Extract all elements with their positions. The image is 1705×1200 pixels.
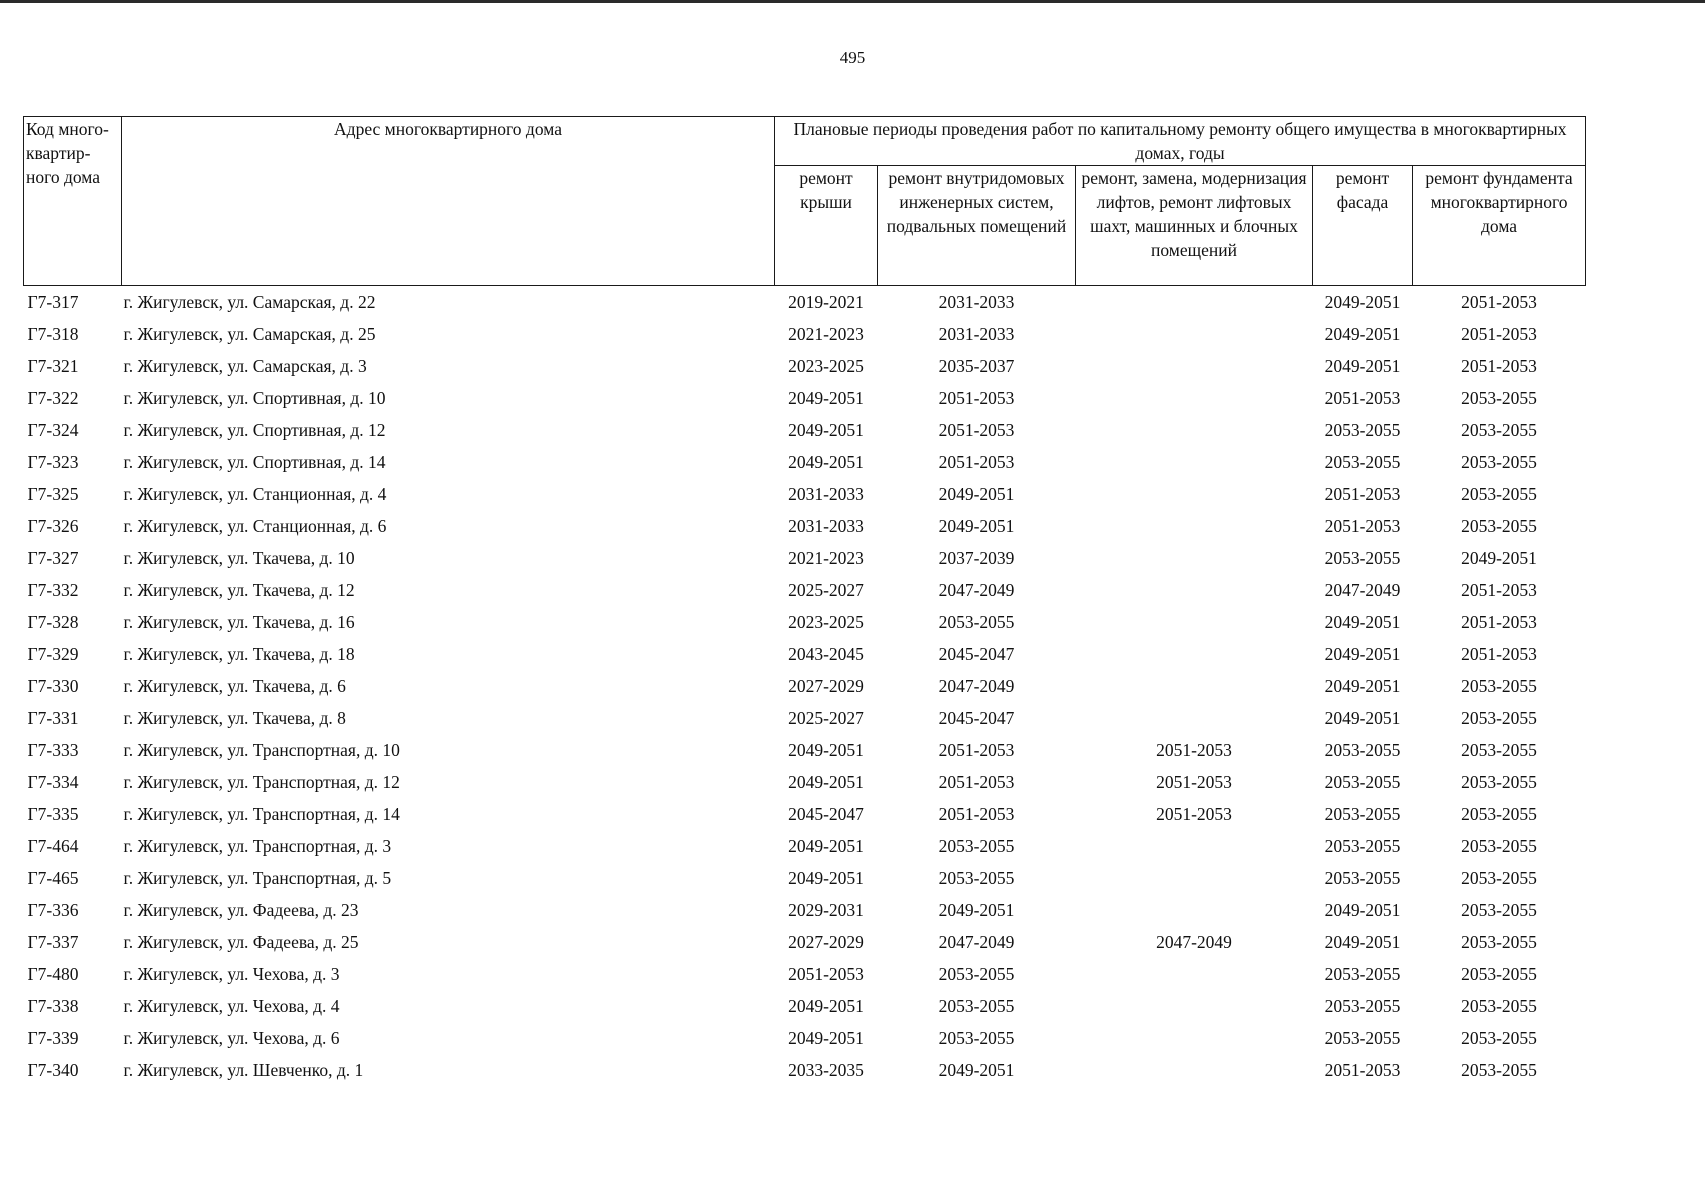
cell-engineering-systems-repair: 2049-2051 xyxy=(938,515,1015,536)
table-row xyxy=(24,318,1586,350)
cell-lift-repair: 2051-2053 xyxy=(1156,803,1232,824)
cell-lift-repair xyxy=(1076,862,1313,894)
table-row xyxy=(24,510,1586,542)
cell-roof-repair: 2023-2025 xyxy=(788,355,864,376)
cell-house-code: Г7-318 xyxy=(27,323,79,344)
cell-roof-repair: 2049-2051 xyxy=(788,835,864,856)
cell-facade-repair: 2053-2055 xyxy=(1324,419,1401,440)
cell-facade-repair: 2053-2055 xyxy=(1324,547,1401,568)
cell-roof-repair: 2021-2023 xyxy=(788,547,864,568)
table-row xyxy=(24,990,1586,1022)
cell-address: г. Жигулевск, ул. Ткачева, д. 8 xyxy=(123,707,346,728)
cell-roof-repair: 2033-2035 xyxy=(788,1059,864,1080)
table-row xyxy=(24,862,1586,894)
cell-address: г. Жигулевск, ул. Самарская, д. 25 xyxy=(123,323,376,344)
cell-engineering-systems-repair: 2051-2053 xyxy=(938,771,1015,792)
cell-lift-repair xyxy=(1076,574,1313,606)
header-lift-repair: ремонт, замена, модернизация лифтов, ремонт лифтовых шахт, машинных и блочных помещений xyxy=(1076,166,1313,286)
cell-engineering-systems-repair: 2051-2053 xyxy=(938,739,1015,760)
cell-address: г. Жигулевск, ул. Станционная, д. 4 xyxy=(123,483,387,504)
cell-foundation-repair: 2053-2055 xyxy=(1461,675,1537,696)
cell-foundation-repair: 2053-2055 xyxy=(1461,803,1537,824)
cell-roof-repair: 2027-2029 xyxy=(788,675,864,696)
cell-engineering-systems-repair: 2051-2053 xyxy=(938,803,1015,824)
cell-address: г. Жигулевск, ул. Ткачева, д. 6 xyxy=(123,675,346,696)
cell-roof-repair: 2049-2051 xyxy=(788,739,864,760)
table-row xyxy=(24,638,1586,670)
table-row xyxy=(24,1022,1586,1054)
table-row xyxy=(24,798,1586,830)
cell-engineering-systems-repair: 2049-2051 xyxy=(938,483,1015,504)
cell-address: г. Жигулевск, ул. Самарская, д. 3 xyxy=(123,355,367,376)
cell-house-code: Г7-326 xyxy=(27,515,79,536)
cell-lift-repair xyxy=(1076,1054,1313,1086)
cell-address: г. Жигулевск, ул. Ткачева, д. 10 xyxy=(123,547,355,568)
cell-house-code: Г7-464 xyxy=(27,835,79,856)
page-number: 495 xyxy=(839,48,866,67)
cell-facade-repair: 2049-2051 xyxy=(1324,675,1401,696)
cell-facade-repair: 2053-2055 xyxy=(1324,803,1401,824)
table-row xyxy=(24,926,1586,958)
cell-house-code: Г7-331 xyxy=(27,707,79,728)
cell-roof-repair: 2049-2051 xyxy=(788,1027,864,1048)
cell-foundation-repair: 2051-2053 xyxy=(1461,323,1537,344)
header-house-code: Код много-квартир-ного дома xyxy=(24,117,122,286)
cell-lift-repair: 2051-2053 xyxy=(1156,739,1232,760)
cell-foundation-repair: 2053-2055 xyxy=(1461,387,1537,408)
cell-facade-repair: 2051-2053 xyxy=(1324,1059,1401,1080)
cell-address: г. Жигулевск, ул. Чехова, д. 4 xyxy=(123,995,340,1016)
cell-lift-repair xyxy=(1076,990,1313,1022)
table-row xyxy=(24,670,1586,702)
cell-facade-repair: 2053-2055 xyxy=(1324,771,1401,792)
cell-engineering-systems-repair: 2047-2049 xyxy=(938,675,1015,696)
cell-lift-repair xyxy=(1076,1022,1313,1054)
cell-lift-repair xyxy=(1076,958,1313,990)
cell-foundation-repair: 2053-2055 xyxy=(1461,995,1537,1016)
cell-engineering-systems-repair: 2035-2037 xyxy=(938,355,1015,376)
cell-address: г. Жигулевск, ул. Самарская, д. 22 xyxy=(123,291,376,312)
cell-house-code: Г7-335 xyxy=(27,803,79,824)
cell-foundation-repair: 2053-2055 xyxy=(1461,931,1537,952)
cell-engineering-systems-repair: 2053-2055 xyxy=(938,1027,1015,1048)
cell-house-code: Г7-333 xyxy=(27,739,79,760)
cell-house-code: Г7-480 xyxy=(27,963,79,984)
cell-engineering-systems-repair: 2031-2033 xyxy=(938,291,1015,312)
cell-lift-repair xyxy=(1076,510,1313,542)
cell-foundation-repair: 2051-2053 xyxy=(1461,291,1537,312)
cell-lift-repair xyxy=(1076,478,1313,510)
cell-facade-repair: 2053-2055 xyxy=(1324,739,1401,760)
cell-facade-repair: 2047-2049 xyxy=(1324,579,1401,600)
cell-lift-repair xyxy=(1076,830,1313,862)
cell-address: г. Жигулевск, ул. Спортивная, д. 12 xyxy=(123,419,386,440)
cell-house-code: Г7-323 xyxy=(27,451,79,472)
cell-facade-repair: 2053-2055 xyxy=(1324,963,1401,984)
cell-engineering-systems-repair: 2053-2055 xyxy=(938,963,1015,984)
cell-roof-repair: 2051-2053 xyxy=(788,963,864,984)
cell-engineering-systems-repair: 2051-2053 xyxy=(938,419,1015,440)
table-row xyxy=(24,894,1586,926)
cell-lift-repair xyxy=(1076,446,1313,478)
table-body xyxy=(24,286,1586,1087)
cell-address: г. Жигулевск, ул. Транспортная, д. 12 xyxy=(123,771,400,792)
cell-house-code: Г7-325 xyxy=(27,483,79,504)
cell-engineering-systems-repair: 2053-2055 xyxy=(938,995,1015,1016)
cell-facade-repair: 2049-2051 xyxy=(1324,707,1401,728)
cell-foundation-repair: 2053-2055 xyxy=(1461,515,1537,536)
cell-engineering-systems-repair: 2053-2055 xyxy=(938,611,1015,632)
cell-lift-repair xyxy=(1076,318,1313,350)
cell-address: г. Жигулевск, ул. Спортивная, д. 10 xyxy=(123,387,386,408)
cell-facade-repair: 2053-2055 xyxy=(1324,867,1401,888)
header-foundation-repair: ремонт фундамента многоквартирного дома xyxy=(1413,166,1586,286)
cell-roof-repair: 2025-2027 xyxy=(788,579,864,600)
table-header xyxy=(24,117,1586,286)
table-row xyxy=(24,478,1586,510)
cell-foundation-repair: 2053-2055 xyxy=(1461,1059,1537,1080)
cell-foundation-repair: 2051-2053 xyxy=(1461,643,1537,664)
cell-facade-repair: 2049-2051 xyxy=(1324,931,1401,952)
cell-roof-repair: 2023-2025 xyxy=(788,611,864,632)
cell-roof-repair: 2019-2021 xyxy=(788,291,864,312)
cell-foundation-repair: 2053-2055 xyxy=(1461,963,1537,984)
cell-house-code: Г7-336 xyxy=(27,899,79,920)
cell-foundation-repair: 2053-2055 xyxy=(1461,771,1537,792)
header-planned-periods: Плановые периоды проведения работ по капитальному ремонту общего имущества в многоквартирных домах, годы xyxy=(775,117,1586,166)
cell-house-code: Г7-339 xyxy=(27,1027,79,1048)
cell-lift-repair: 2051-2053 xyxy=(1156,771,1232,792)
cell-address: г. Жигулевск, ул. Спортивная, д. 14 xyxy=(123,451,386,472)
cell-engineering-systems-repair: 2031-2033 xyxy=(938,323,1015,344)
cell-house-code: Г7-329 xyxy=(27,643,79,664)
cell-foundation-repair: 2051-2053 xyxy=(1461,579,1537,600)
header-engineering-systems-repair: ремонт внутридомовых инженерных систем, подвальных помещений xyxy=(878,166,1076,286)
table-row xyxy=(24,606,1586,638)
cell-address: г. Жигулевск, ул. Ткачева, д. 18 xyxy=(123,643,355,664)
cell-facade-repair: 2053-2055 xyxy=(1324,995,1401,1016)
cell-address: г. Жигулевск, ул. Транспортная, д. 10 xyxy=(123,739,400,760)
cell-roof-repair: 2021-2023 xyxy=(788,323,864,344)
cell-engineering-systems-repair: 2045-2047 xyxy=(938,707,1015,728)
cell-roof-repair: 2029-2031 xyxy=(788,899,864,920)
cell-lift-repair xyxy=(1076,542,1313,574)
table-row xyxy=(24,766,1586,798)
top-border-line xyxy=(0,0,1705,3)
cell-engineering-systems-repair: 2045-2047 xyxy=(938,643,1015,664)
table-row xyxy=(24,542,1586,574)
cell-facade-repair: 2051-2053 xyxy=(1324,515,1401,536)
cell-engineering-systems-repair: 2049-2051 xyxy=(938,899,1015,920)
cell-foundation-repair: 2051-2053 xyxy=(1461,611,1537,632)
table-row xyxy=(24,958,1586,990)
cell-roof-repair: 2043-2045 xyxy=(788,643,864,664)
cell-foundation-repair: 2053-2055 xyxy=(1461,1027,1537,1048)
cell-roof-repair: 2027-2029 xyxy=(788,931,864,952)
cell-facade-repair: 2053-2055 xyxy=(1324,1027,1401,1048)
cell-lift-repair xyxy=(1076,702,1313,734)
cell-house-code: Г7-317 xyxy=(27,291,79,312)
cell-roof-repair: 2031-2033 xyxy=(788,515,864,536)
cell-engineering-systems-repair: 2051-2053 xyxy=(938,387,1015,408)
cell-facade-repair: 2053-2055 xyxy=(1324,451,1401,472)
cell-facade-repair: 2051-2053 xyxy=(1324,387,1401,408)
cell-foundation-repair: 2053-2055 xyxy=(1461,899,1537,920)
table-row xyxy=(24,414,1586,446)
cell-foundation-repair: 2053-2055 xyxy=(1461,419,1537,440)
cell-address: г. Жигулевск, ул. Ткачева, д. 12 xyxy=(123,579,355,600)
cell-lift-repair xyxy=(1076,670,1313,702)
header-facade-repair: ремонт фасада xyxy=(1313,166,1413,286)
cell-house-code: Г7-337 xyxy=(27,931,79,952)
cell-engineering-systems-repair: 2047-2049 xyxy=(938,579,1015,600)
cell-house-code: Г7-327 xyxy=(27,547,79,568)
cell-house-code: Г7-340 xyxy=(27,1059,79,1080)
cell-address: г. Жигулевск, ул. Транспортная, д. 14 xyxy=(123,803,400,824)
cell-house-code: Г7-334 xyxy=(27,771,79,792)
cell-address: г. Жигулевск, ул. Чехова, д. 3 xyxy=(123,963,340,984)
cell-engineering-systems-repair: 2047-2049 xyxy=(938,931,1015,952)
cell-facade-repair: 2049-2051 xyxy=(1324,323,1401,344)
cell-roof-repair: 2025-2027 xyxy=(788,707,864,728)
cell-engineering-systems-repair: 2053-2055 xyxy=(938,867,1015,888)
cell-roof-repair: 2031-2033 xyxy=(788,483,864,504)
cell-lift-repair xyxy=(1076,894,1313,926)
cell-address: г. Жигулевск, ул. Ткачева, д. 16 xyxy=(123,611,355,632)
cell-lift-repair: 2047-2049 xyxy=(1156,931,1232,952)
cell-foundation-repair: 2053-2055 xyxy=(1461,483,1537,504)
cell-address: г. Жигулевск, ул. Шевченко, д. 1 xyxy=(123,1059,364,1080)
table-row xyxy=(24,382,1586,414)
cell-facade-repair: 2051-2053 xyxy=(1324,483,1401,504)
cell-engineering-systems-repair: 2049-2051 xyxy=(938,1059,1015,1080)
cell-foundation-repair: 2053-2055 xyxy=(1461,835,1537,856)
cell-lift-repair xyxy=(1076,414,1313,446)
cell-roof-repair: 2049-2051 xyxy=(788,867,864,888)
cell-engineering-systems-repair: 2051-2053 xyxy=(938,451,1015,472)
capital-repair-schedule-table xyxy=(23,116,1586,1086)
cell-address: г. Жигулевск, ул. Фадеева, д. 23 xyxy=(123,899,359,920)
cell-house-code: Г7-332 xyxy=(27,579,79,600)
cell-address: г. Жигулевск, ул. Станционная, д. 6 xyxy=(123,515,387,536)
cell-foundation-repair: 2053-2055 xyxy=(1461,739,1537,760)
table-row xyxy=(24,734,1586,766)
cell-house-code: Г7-328 xyxy=(27,611,79,632)
table-row xyxy=(24,1054,1586,1086)
header-address: Адрес многоквартирного дома xyxy=(122,117,775,286)
cell-lift-repair xyxy=(1076,286,1313,319)
cell-lift-repair xyxy=(1076,638,1313,670)
cell-house-code: Г7-338 xyxy=(27,995,79,1016)
cell-facade-repair: 2053-2055 xyxy=(1324,835,1401,856)
cell-foundation-repair: 2053-2055 xyxy=(1461,451,1537,472)
cell-house-code: Г7-330 xyxy=(27,675,79,696)
cell-facade-repair: 2049-2051 xyxy=(1324,643,1401,664)
cell-foundation-repair: 2053-2055 xyxy=(1461,867,1537,888)
cell-facade-repair: 2049-2051 xyxy=(1324,291,1401,312)
cell-house-code: Г7-465 xyxy=(27,867,79,888)
cell-foundation-repair: 2049-2051 xyxy=(1461,547,1537,568)
cell-roof-repair: 2049-2051 xyxy=(788,419,864,440)
table-row xyxy=(24,286,1586,319)
cell-roof-repair: 2049-2051 xyxy=(788,771,864,792)
cell-house-code: Г7-321 xyxy=(27,355,79,376)
cell-address: г. Жигулевск, ул. Транспортная, д. 3 xyxy=(123,835,392,856)
cell-roof-repair: 2045-2047 xyxy=(788,803,864,824)
table-row xyxy=(24,830,1586,862)
cell-roof-repair: 2049-2051 xyxy=(788,995,864,1016)
cell-roof-repair: 2049-2051 xyxy=(788,387,864,408)
table-row xyxy=(24,446,1586,478)
cell-facade-repair: 2049-2051 xyxy=(1324,355,1401,376)
cell-engineering-systems-repair: 2053-2055 xyxy=(938,835,1015,856)
cell-house-code: Г7-324 xyxy=(27,419,79,440)
cell-engineering-systems-repair: 2037-2039 xyxy=(938,547,1015,568)
cell-address: г. Жигулевск, ул. Чехова, д. 6 xyxy=(123,1027,340,1048)
table-row xyxy=(24,350,1586,382)
cell-foundation-repair: 2051-2053 xyxy=(1461,355,1537,376)
cell-foundation-repair: 2053-2055 xyxy=(1461,707,1537,728)
cell-roof-repair: 2049-2051 xyxy=(788,451,864,472)
header-roof-repair: ремонт крыши xyxy=(775,166,878,286)
cell-lift-repair xyxy=(1076,382,1313,414)
cell-address: г. Жигулевск, ул. Транспортная, д. 5 xyxy=(123,867,392,888)
cell-facade-repair: 2049-2051 xyxy=(1324,899,1401,920)
table-row xyxy=(24,574,1586,606)
table-row xyxy=(24,702,1586,734)
cell-lift-repair xyxy=(1076,350,1313,382)
cell-address: г. Жигулевск, ул. Фадеева, д. 25 xyxy=(123,931,359,952)
cell-facade-repair: 2049-2051 xyxy=(1324,611,1401,632)
cell-lift-repair xyxy=(1076,606,1313,638)
cell-house-code: Г7-322 xyxy=(27,387,79,408)
